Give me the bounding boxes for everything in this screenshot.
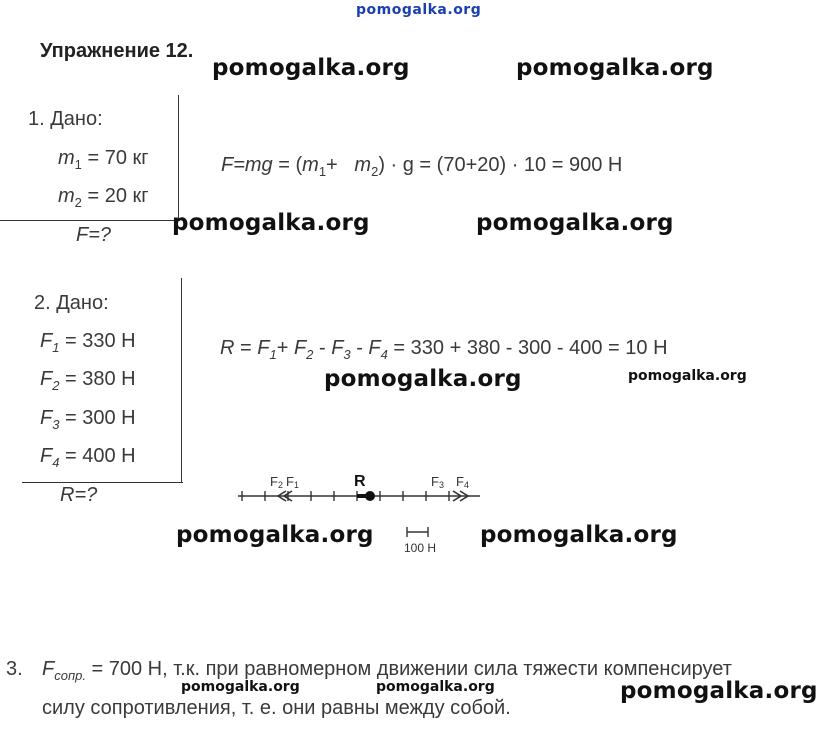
problem2-given-divider-vertical — [181, 278, 182, 482]
watermark: pomogalka.org — [628, 368, 747, 384]
label-f2: F2 — [270, 474, 283, 490]
label-f1: F1 — [286, 474, 299, 490]
problem1-find: F=? — [76, 224, 112, 246]
problem2-given-label: 2. Дано: — [34, 292, 109, 314]
problem1-given-label: 1. Дано: — [28, 108, 103, 130]
problem2-find: R=? — [60, 484, 98, 506]
label-f4: F4 — [456, 474, 469, 490]
problem1-m1: $m_1 = 70$ кг — [58, 147, 149, 172]
watermark: pomogalka.org — [324, 366, 522, 392]
resultant-point — [365, 491, 375, 501]
problem3-line1: $F_{сопр.} = 700$ Н, т.к. при равномерном движении сила тяжести компенсирует — [42, 658, 732, 683]
watermark: pomogalka.org — [176, 522, 374, 548]
problem1-given-divider-vertical — [178, 95, 179, 220]
exercise-title: Упражнение 12. — [40, 40, 194, 62]
watermark: pomogalka.org — [376, 679, 495, 695]
label-r: R — [354, 473, 366, 490]
watermark: pomogalka.org — [476, 210, 674, 236]
problem2-f1: $F_1 = 330$ Н — [40, 330, 136, 355]
watermark: pomogalka.org — [212, 55, 410, 81]
problem2-given-divider-horizontal — [22, 482, 183, 483]
scale-label: 100 Н — [404, 541, 437, 555]
problem3-line2: силу сопротивления, т. е. они равны между собой. — [42, 697, 511, 719]
top-watermark: pomogalka.org — [356, 2, 482, 18]
problem3-number: 3. — [6, 658, 23, 680]
watermark: pomogalka.org — [620, 678, 818, 704]
problem1-m2: $m_2 = 20$ кг — [58, 185, 149, 210]
label-f3: F3 — [431, 474, 444, 490]
problem1-given-divider-horizontal — [0, 220, 180, 221]
watermark: pomogalka.org — [516, 55, 714, 81]
watermark: pomogalka.org — [172, 210, 370, 236]
problem1-formula: $F=mg = (m_1+ m_2) \cdot g = (70+20) \cdot 10 = 900$ Н — [221, 154, 623, 179]
problem2-f4: $F_4 = 400$ Н — [40, 445, 136, 470]
problem2-f3: $F_3 = 300$ Н — [40, 407, 136, 432]
watermark: pomogalka.org — [480, 522, 678, 548]
problem2-f2: $F_2 = 380$ Н — [40, 368, 136, 393]
problem2-formula: $R = F_1+ F_2 - F_3 - F_4 = 330 + 380 - 300 - 400 = 10$ Н — [220, 337, 668, 362]
watermark: pomogalka.org — [181, 679, 300, 695]
